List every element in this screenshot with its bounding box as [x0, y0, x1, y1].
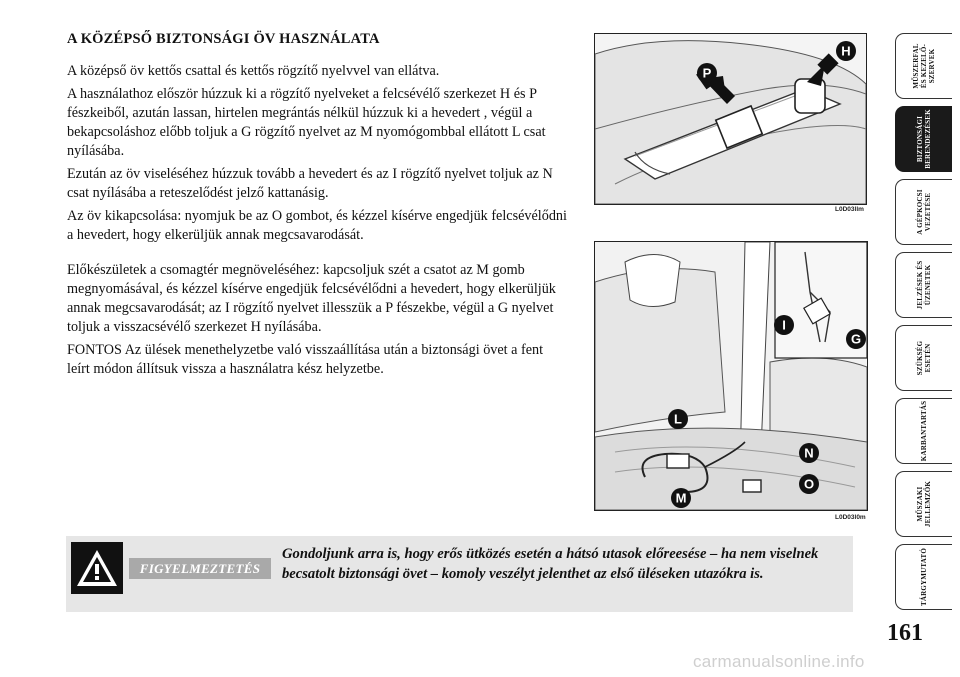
section-body — [67, 62, 567, 383]
tab-label: SZÜKSÉG ESETÉN — [916, 340, 932, 376]
tab-label: KARBANTARTÁS — [920, 400, 928, 462]
paragraph: A használathoz először húzzuk ki a rögzítő nyelveket a felcsévélő szerkezet H és P fészkeiből, azután lassan, hirtelen megrántás nélkül húzzuk ki a hevedert , végül a bekapcsoláshoz előbb toljuk a G rögzítő nyelvet az M nyomógombbal ellátott L csat nyílásába. — [67, 86, 546, 159]
tab-label: MŰSZAKI JELLEMZŐK — [916, 480, 932, 528]
paragraph: Az öv kikapcsolása: nyomjuk be az O gombot, és kézzel kísérve engedjük felcsévélődni a hevedert, hogy elkerüljük annak megcsavarodását. — [67, 208, 567, 243]
tab-maintenance[interactable] — [895, 398, 952, 464]
marker-o-text: O — [803, 476, 815, 492]
section-title: A KÖZÉPSŐ BIZTONSÁGI ÖV HASZNÁLATA — [67, 31, 380, 47]
tab-emergency[interactable] — [895, 325, 952, 391]
paragraph: Ezután az öv viseléséhez húzzuk tovább a hevedert és az I rögzítő nyelvet toljuk az N csat nyílásába a reteszelődést jelző kattanásig. — [67, 166, 553, 201]
paragraph: A középső öv kettős csattal és kettős rögzítő nyelvvel van ellátva. — [67, 63, 440, 79]
figure-code: L0D03l0m — [835, 514, 866, 521]
tab-index[interactable] — [895, 544, 952, 610]
marker-g — [845, 328, 867, 350]
tab-label: A GÉPKOCSI VEZETÉSE — [916, 189, 932, 235]
paragraph: FONTOS Az ülések menethelyzetbe való visszaállítása után a biztonsági övet a fent leírt módon állítsuk vissza a használatra kész helyzetbe. — [67, 342, 544, 377]
marker-l-text: L — [674, 411, 682, 427]
retractor-figure — [594, 33, 867, 205]
marker-i — [773, 314, 795, 336]
marker-h-text: H — [841, 43, 851, 59]
buckle-figure — [594, 241, 868, 511]
marker-o — [798, 473, 820, 495]
tab-instruments[interactable] — [895, 33, 952, 99]
retractor-illustration — [595, 34, 866, 204]
marker-l — [667, 408, 689, 430]
marker-g-text: G — [850, 331, 862, 347]
marker-i-text: I — [782, 317, 786, 333]
tab-safety[interactable] — [895, 106, 952, 172]
watermark: carmanualsonline.info — [693, 652, 865, 671]
warning-label: FIGYELMEZTETÉS — [129, 558, 271, 579]
tab-warnings[interactable] — [895, 252, 952, 318]
warning-text: Gondoljunk arra is, hogy erős ütközés esetén a hátsó utasok előreesése – ha nem viselnek becsatolt biztonsági övet – komoly veszélyt jelenthet az első üléseken utazókra is. — [282, 546, 819, 582]
tab-technical[interactable] — [895, 471, 952, 537]
warning-icon — [71, 542, 123, 594]
tab-driving[interactable] — [895, 179, 952, 245]
marker-h — [835, 40, 857, 62]
buckle-illustration — [595, 242, 867, 510]
tab-label: MŰSZERFAL ÉS KEZELŐ- SZERVEK — [912, 43, 936, 89]
paragraph: Előkészületek a csomagtér megnöveléséhez: kapcsoljuk szét a csatot az M gomb megnyomásával, és kézzel kísérve engedjük felcsévélődni a hevedert, hogy elkerüljük annak megcsavarodását; az I rögzítő nyelvet illesszük a P fészekbe, végül a G nyelvet toljuk a visszacsévélő szerkezet H nyílásába. — [67, 262, 556, 335]
tab-label: JELZÉSEK ÉS ÜZENETEK — [916, 260, 932, 310]
tab-label: TÁRGYMUTATÓ — [920, 548, 928, 606]
marker-n-text: N — [804, 445, 814, 461]
marker-m-text: M — [675, 490, 687, 506]
marker-m — [670, 487, 692, 509]
page-number: 161 — [887, 620, 923, 646]
marker-n — [798, 442, 820, 464]
marker-p — [696, 62, 718, 84]
figure-code: L0D03llm — [835, 206, 864, 213]
tab-label: BIZTONSÁGI BERENDEZÉSEK — [916, 109, 932, 169]
marker-p-text: P — [702, 65, 712, 81]
